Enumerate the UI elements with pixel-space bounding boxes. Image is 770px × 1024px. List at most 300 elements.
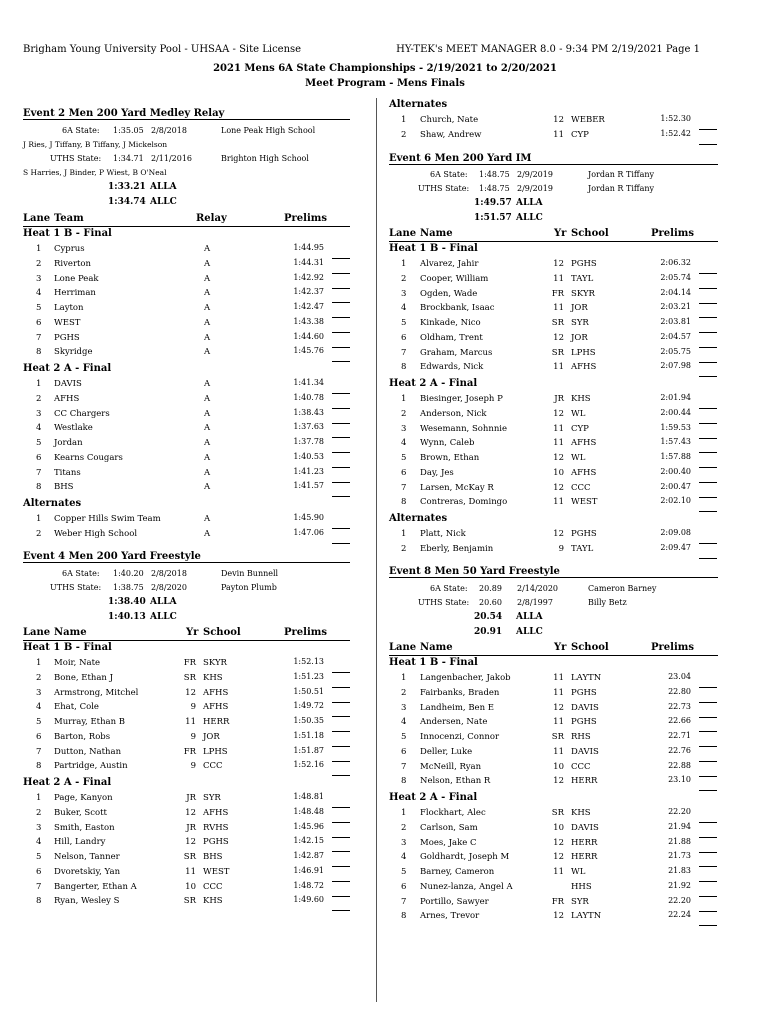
record-label: 6A State: <box>430 170 468 179</box>
standard-time: 20.91 <box>474 627 503 637</box>
finals-blank <box>699 497 717 516</box>
lane-number: 1 <box>401 394 407 404</box>
swimmer-school: LAYTN <box>571 911 602 922</box>
swimmer-school: RVHS <box>203 822 229 833</box>
swimmer-year: 9 <box>190 731 196 742</box>
prelim-time: 1:46.91 <box>293 865 324 875</box>
column-divider <box>376 98 377 1002</box>
standard-time: 20.54 <box>474 612 503 622</box>
swimmer-school: PGHS <box>203 837 229 848</box>
lane-number: 7 <box>401 482 407 493</box>
team-name: Copper Hills Swim Team <box>54 514 161 524</box>
swimmer-name: Wynn, Caleb <box>420 438 475 449</box>
swimmer-year: FR <box>183 746 196 757</box>
swimmer-name: Larsen, McKay R <box>420 482 494 493</box>
swimmer-name: Wesemann, Sohnnie <box>420 423 508 434</box>
swimmer-year: SR <box>183 672 196 683</box>
swimmer-name: Kinkade, Nico <box>420 318 481 328</box>
swimmer-school: WL <box>571 867 586 877</box>
swimmer-year: 11 <box>185 866 196 877</box>
swimmer-year: 11 <box>553 746 564 757</box>
lane-number: 5 <box>36 852 42 862</box>
swimmer-school: KHS <box>203 672 223 683</box>
event-title: Event 4 Men 200 Yard Freestyle <box>23 551 350 563</box>
swimmer-year: FR <box>551 896 564 907</box>
swimmer-name: Biesinger, Joseph P <box>420 394 503 404</box>
lane-number: 4 <box>36 702 42 713</box>
prelim-time: 1:50.51 <box>293 686 324 696</box>
lane-number: 3 <box>36 408 42 419</box>
col-prelims-header: Prelims <box>284 627 327 638</box>
record-holder: Payton Plumb <box>221 583 277 592</box>
standard-name: ALLA <box>516 612 543 622</box>
prelim-time: 1:52.42 <box>660 128 691 138</box>
lane-number: 2 <box>36 258 42 269</box>
swimmer-school: PGHS <box>571 529 597 539</box>
swimmer-school: CCC <box>203 881 223 892</box>
lane-number: 4 <box>36 288 42 299</box>
team-name: PGHS <box>54 332 80 343</box>
swimmer-year: 11 <box>553 497 564 508</box>
lane-number: 8 <box>36 347 42 358</box>
prelim-time: 22.20 <box>668 807 691 816</box>
heat-label: Heat 1 B - Final <box>23 642 112 653</box>
swimmer-school: WL <box>571 408 586 419</box>
lane-number: 8 <box>401 362 407 373</box>
team-name: Skyridge <box>54 347 93 358</box>
lane-number: 3 <box>401 423 407 434</box>
swimmer-school: WEBER <box>571 115 605 125</box>
relay-letter: A <box>204 408 211 419</box>
swimmer-year: SR <box>551 318 564 328</box>
lane-number: 5 <box>36 717 42 727</box>
swimmer-year: 11 <box>185 717 196 727</box>
lane-number: 7 <box>401 896 407 907</box>
col-relay-header: Relay <box>196 213 227 224</box>
swimmer-school: AFHS <box>203 702 229 713</box>
swimmer-name: Brockbank, Isaac <box>420 303 495 314</box>
swimmer-name: Anderson, Nick <box>420 408 487 419</box>
swimmer-year: 9 <box>558 543 564 554</box>
team-name: Titans <box>54 467 81 478</box>
heat-label: Heat 2 A - Final <box>23 777 112 788</box>
col-school-header: School <box>571 228 609 239</box>
prelim-time: 2:05.75 <box>660 346 691 356</box>
finals-blank <box>332 529 350 548</box>
lane-number: 7 <box>401 347 407 358</box>
record-time: 20.60 <box>479 598 502 607</box>
swimmer-year: JR <box>554 394 564 404</box>
swimmer-name: Partridge, Austin <box>54 761 128 772</box>
col-name-header: Name <box>420 228 453 239</box>
swimmer-year: 9 <box>190 761 196 772</box>
lane-number: 1 <box>36 658 42 668</box>
swimmer-year: 12 <box>553 911 564 922</box>
prelim-time: 2:00.44 <box>660 407 691 417</box>
swimmer-school: CCC <box>203 761 223 772</box>
swimmer-name: Shaw, Andrew <box>420 129 482 140</box>
event-title: Event 2 Men 200 Yard Medley Relay <box>23 108 350 120</box>
relay-letter: A <box>204 379 211 389</box>
swimmer-school: HHS <box>571 881 592 892</box>
prelim-time: 23.10 <box>668 775 691 785</box>
prelim-time: 22.71 <box>668 731 691 740</box>
prelim-time: 22.76 <box>668 745 691 755</box>
team-name: DAVIS <box>54 379 82 389</box>
lane-number: 2 <box>36 393 42 404</box>
record-holder: Billy Betz <box>588 598 627 607</box>
swimmer-school: SKYR <box>571 288 595 299</box>
prelim-time: 1:47.06 <box>293 527 324 537</box>
swimmer-school: KHS <box>571 394 591 404</box>
swimmer-year: 11 <box>553 362 564 373</box>
swimmer-school: HERR <box>571 776 598 787</box>
record-time: 20.89 <box>479 584 502 593</box>
team-name: Westlake <box>54 423 93 434</box>
record-time: 1:38.75 <box>113 583 144 592</box>
team-name: Cyprus <box>54 244 85 254</box>
relay-letter: A <box>204 452 211 463</box>
swimmer-name: Ehat, Cole <box>54 702 99 713</box>
swimmer-year: 9 <box>190 702 196 713</box>
col-team-header: Team <box>54 213 84 224</box>
prelim-time: 1:49.60 <box>293 895 324 905</box>
swimmer-school: WEST <box>203 866 230 877</box>
swimmer-school: LPHS <box>203 746 228 757</box>
swimmer-name: Dvoretskiy, Yan <box>54 866 121 877</box>
col-lane-header: Lane <box>389 228 417 239</box>
prelim-time: 2:05.74 <box>660 272 691 282</box>
col-name-header: Name <box>420 642 453 653</box>
lane-number: 1 <box>36 793 42 803</box>
swimmer-name: McNeill, Ryan <box>420 761 482 772</box>
swimmer-name: Carlson, Sam <box>420 822 478 833</box>
swimmer-year: 10 <box>553 761 564 772</box>
lane-number: 4 <box>36 423 42 434</box>
lane-number: 6 <box>36 731 42 742</box>
record-holder: Jordan R Tiffany <box>588 170 655 179</box>
record-holder: Jordan R Tiffany <box>588 184 655 193</box>
swimmer-year: SR <box>551 347 564 358</box>
swimmer-school: BHS <box>203 852 223 862</box>
swimmer-name: Arnes, Trevor <box>420 911 480 922</box>
prelim-time: 22.80 <box>668 686 691 696</box>
standard-time: 1:51.57 <box>474 213 512 223</box>
swimmer-name: Andersen, Nate <box>420 717 488 728</box>
swimmer-name: Moes, Jake C <box>420 837 477 848</box>
swimmer-year: 10 <box>185 881 196 892</box>
record-date: 2/8/1997 <box>517 598 553 607</box>
record-time: 1:34.71 <box>113 154 144 163</box>
swimmer-school: LPHS <box>571 347 596 358</box>
swimmer-year: 10 <box>553 822 564 833</box>
lane-number: 2 <box>36 672 42 683</box>
record-label: 6A State: <box>62 126 100 135</box>
swimmer-name: Graham, Marcus <box>420 347 493 358</box>
record-date: 2/9/2019 <box>517 184 553 193</box>
relay-letter: A <box>204 423 211 434</box>
prelim-time: 2:07.98 <box>660 361 691 371</box>
team-name: Kearns Cougars <box>54 452 123 463</box>
col-lane-header: Lane <box>23 627 51 638</box>
swimmer-school: CYP <box>571 423 589 434</box>
record-label: UTHS State: <box>418 598 470 607</box>
standard-time: 1:33.21 <box>108 182 146 192</box>
standard-name: ALLA <box>150 597 177 607</box>
col-prelims-header: Prelims <box>651 228 694 239</box>
finals-blank <box>332 482 350 501</box>
prelim-time: 1:42.87 <box>293 851 324 860</box>
lane-number: 5 <box>401 867 407 877</box>
prelim-time: 22.73 <box>668 701 691 711</box>
swimmer-school: WEST <box>571 497 598 508</box>
standard-name: ALLA <box>150 182 177 192</box>
col-yr-header: Yr <box>554 642 567 653</box>
record-holder: Devin Bunnell <box>221 569 279 578</box>
lane-number: 8 <box>401 776 407 787</box>
lane-number: 2 <box>401 408 407 419</box>
standard-name: ALLC <box>150 612 177 622</box>
team-name: Jordan <box>54 438 83 448</box>
prelim-time: 2:03.21 <box>660 302 691 312</box>
swimmer-year: 11 <box>553 717 564 728</box>
swimmer-year: 10 <box>553 467 564 478</box>
swimmer-name: Platt, Nick <box>420 529 466 539</box>
record-date: 2/11/2016 <box>151 154 193 163</box>
relay-letter: A <box>204 332 211 343</box>
prelim-time: 2:01.94 <box>660 393 691 402</box>
swimmer-school: AFHS <box>571 467 597 478</box>
col-prelims-header: Prelims <box>651 642 694 653</box>
swimmer-year: SR <box>551 808 564 818</box>
prelim-time: 2:03.81 <box>660 317 691 326</box>
team-name: BHS <box>54 482 74 493</box>
prelim-time: 22.66 <box>668 716 691 726</box>
record-date: 2/9/2019 <box>517 170 553 179</box>
standard-name: ALLC <box>516 213 543 223</box>
relay-letter: A <box>204 317 211 328</box>
swimmer-year: 12 <box>553 482 564 493</box>
swimmer-year: 11 <box>553 867 564 877</box>
lane-number: 1 <box>36 514 42 524</box>
record-date: 2/8/2018 <box>151 569 187 578</box>
swimmer-school: WL <box>571 453 586 463</box>
prelim-time: 1:44.95 <box>293 243 324 252</box>
relay-letter: A <box>204 482 211 493</box>
prelim-time: 1:42.92 <box>293 272 324 282</box>
standard-name: ALLA <box>516 198 543 208</box>
heat-label: Heat 2 A - Final <box>389 378 478 389</box>
lane-number: 5 <box>401 318 407 328</box>
prelim-time: 22.88 <box>668 760 691 770</box>
swimmer-school: DAVIS <box>571 702 599 713</box>
record-label: UTHS State: <box>418 184 470 193</box>
swimmer-name: Contreras, Domingo <box>420 497 508 508</box>
swimmer-year: SR <box>551 732 564 742</box>
team-name: WEST <box>54 317 81 328</box>
record-label: UTHS State: <box>50 154 102 163</box>
lane-number: 6 <box>36 317 42 328</box>
prelim-time: 1:38.43 <box>293 407 324 417</box>
prelim-time: 2:02.10 <box>660 496 691 506</box>
meet-subtitle: Meet Program - Mens Finals <box>305 78 465 89</box>
col-prelims-header: Prelims <box>284 213 327 224</box>
swimmer-school: SYR <box>203 793 221 803</box>
swimmer-year: 11 <box>553 129 564 140</box>
swimmer-school: DAVIS <box>571 822 599 833</box>
header-right: HY-TEK's MEET MANAGER 8.0 - 9:34 PM 2/19/2021 Page 1 <box>396 44 700 55</box>
prelim-time: 1:48.81 <box>293 792 324 801</box>
swimmer-year: 12 <box>553 852 564 863</box>
team-name: Weber High School <box>54 528 138 539</box>
finals-blank <box>332 761 350 780</box>
standard-name: ALLC <box>150 197 177 207</box>
swimmer-school: JOR <box>571 303 588 314</box>
heat-label: Heat 1 B - Final <box>23 228 112 239</box>
lane-number: 6 <box>401 746 407 757</box>
prelim-time: 1:59.53 <box>660 422 691 432</box>
prelim-time: 2:00.47 <box>660 481 691 491</box>
lane-number: 4 <box>401 852 407 863</box>
swimmer-year: 12 <box>553 453 564 463</box>
record-holder: Brighton High School <box>221 154 309 163</box>
finals-blank <box>699 776 717 795</box>
lane-number: 2 <box>36 528 42 539</box>
relay-letter: A <box>204 438 211 448</box>
lane-number: 3 <box>36 822 42 833</box>
lane-number: 8 <box>401 497 407 508</box>
prelim-time: 21.83 <box>668 866 691 875</box>
record-time: 1:48.75 <box>479 184 510 193</box>
standard-time: 1:40.13 <box>108 612 146 622</box>
swimmer-name: Day, Jes <box>420 467 454 478</box>
prelim-time: 1:48.48 <box>293 806 324 816</box>
prelim-time: 1:51.23 <box>293 671 324 681</box>
lane-number: 5 <box>401 732 407 742</box>
swimmer-name: Deller, Luke <box>420 746 473 757</box>
record-holder: Cameron Barney <box>588 584 657 593</box>
prelim-time: 2:04.57 <box>660 331 691 341</box>
prelim-time: 2:04.14 <box>660 287 691 297</box>
header-left: Brigham Young University Pool - UHSAA - Site License <box>23 44 302 55</box>
prelim-time: 1:57.43 <box>660 437 691 447</box>
team-name: Riverton <box>54 258 92 269</box>
record-label: 6A State: <box>430 584 468 593</box>
record-label: 6A State: <box>62 569 100 578</box>
swimmer-school: PGHS <box>571 259 597 269</box>
record-time: 1:40.20 <box>113 569 144 578</box>
lane-number: 8 <box>36 896 42 907</box>
prelim-time: 23.04 <box>668 672 691 681</box>
col-yr-header: Yr <box>554 228 567 239</box>
prelim-time: 1:57.88 <box>660 452 691 461</box>
lane-number: 3 <box>401 702 407 713</box>
record-date: 2/14/2020 <box>517 584 559 593</box>
swimmer-year: 12 <box>553 702 564 713</box>
col-lane-header: Lane <box>389 642 417 653</box>
finals-blank <box>332 347 350 366</box>
swimmer-name: Moir, Nate <box>54 658 101 668</box>
heat-label: Heat 2 A - Final <box>23 363 112 374</box>
swimmer-school: SYR <box>571 896 589 907</box>
relay-letter: A <box>204 393 211 404</box>
relay-letter: A <box>204 514 211 524</box>
lane-number: 8 <box>36 761 42 772</box>
swimmer-name: Goldhardt, Joseph M <box>420 852 510 863</box>
heat-label: Heat 1 B - Final <box>389 243 478 254</box>
prelim-time: 1:40.78 <box>293 392 324 402</box>
prelim-time: 1:52.16 <box>293 760 324 770</box>
swimmer-year: 12 <box>553 259 564 269</box>
lane-number: 3 <box>401 837 407 848</box>
swimmer-year: 12 <box>553 529 564 539</box>
record-date: 2/8/2018 <box>151 126 187 135</box>
swimmer-name: Armstrong, Mitchel <box>54 687 139 698</box>
swimmer-year: JR <box>186 822 196 833</box>
lane-number: 5 <box>401 453 407 463</box>
lane-number: 3 <box>36 273 42 284</box>
swimmer-name: Church, Nate <box>420 115 479 125</box>
swimmer-school: HERR <box>571 852 598 863</box>
lane-number: 6 <box>36 452 42 463</box>
record-time: 1:48.75 <box>479 170 510 179</box>
lane-number: 2 <box>401 822 407 833</box>
swimmer-year: 11 <box>553 438 564 449</box>
team-name: Layton <box>54 303 84 313</box>
prelim-time: 1:45.96 <box>293 821 324 831</box>
swimmer-school: KHS <box>571 808 591 818</box>
lane-number: 2 <box>401 543 407 554</box>
prelim-time: 1:43.38 <box>293 316 324 326</box>
swimmer-school: CCC <box>571 482 591 493</box>
lane-number: 4 <box>36 837 42 848</box>
prelim-time: 1:42.15 <box>293 836 324 846</box>
prelim-time: 2:06.32 <box>660 258 691 267</box>
finals-blank <box>332 896 350 915</box>
swimmer-name: Page, Kanyon <box>54 793 113 803</box>
swimmer-name: Landheim, Ben E <box>420 702 494 713</box>
lane-number: 6 <box>401 332 407 343</box>
prelim-time: 1:37.63 <box>293 422 324 432</box>
record-time: 1:35.05 <box>113 126 144 135</box>
swimmer-year: 11 <box>553 673 564 683</box>
col-name-header: Name <box>54 627 87 638</box>
swimmer-school: KHS <box>203 896 223 907</box>
team-name: AFHS <box>54 393 80 404</box>
lane-number: 8 <box>401 911 407 922</box>
swimmer-name: Oldham, Trent <box>420 332 483 343</box>
swimmer-name: Hill, Landry <box>54 837 106 848</box>
swimmer-name: Bangerter, Ethan A <box>54 881 137 892</box>
lane-number: 4 <box>401 438 407 449</box>
swimmer-school: AFHS <box>571 362 597 373</box>
finals-blank <box>699 911 717 930</box>
swimmer-name: Nelson, Ethan R <box>420 776 491 787</box>
swimmer-school: JOR <box>571 332 588 343</box>
meet-title: 2021 Mens 6A State Championships - 2/19/2021 to 2/20/2021 <box>213 63 557 74</box>
prelim-time: 1:41.57 <box>293 481 324 491</box>
lane-number: 1 <box>401 529 407 539</box>
prelim-time: 1:48.72 <box>293 880 324 890</box>
swimmer-year: 12 <box>185 807 196 818</box>
lane-number: 1 <box>401 259 407 269</box>
swimmer-school: SKYR <box>203 658 227 668</box>
lane-number: 2 <box>401 687 407 698</box>
finals-blank <box>699 544 717 563</box>
swimmer-name: Portillo, Sawyer <box>420 896 489 907</box>
swimmer-year: FR <box>183 658 196 668</box>
swimmer-year: 11 <box>553 303 564 314</box>
